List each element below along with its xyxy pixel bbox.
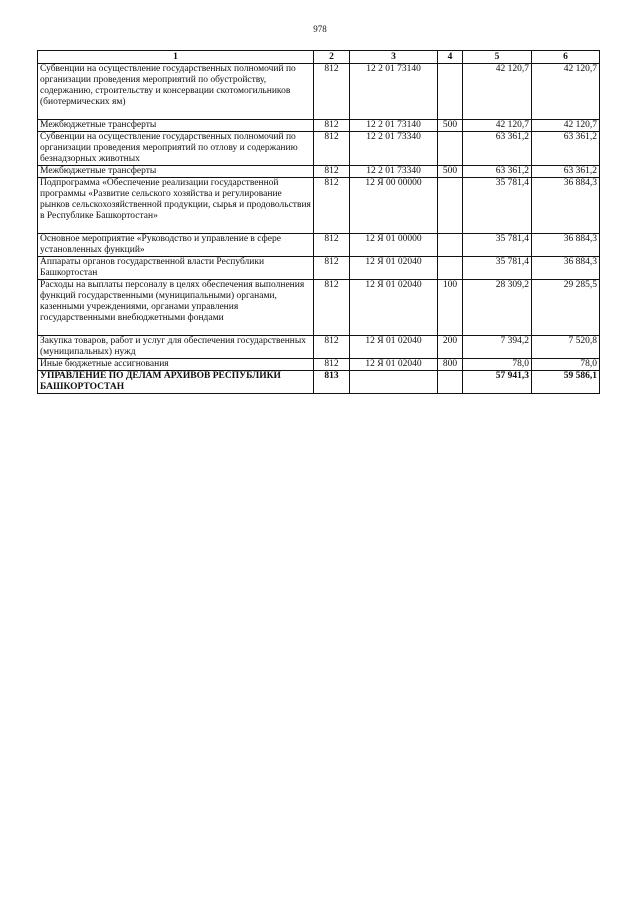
cell-vr: 100	[438, 280, 463, 336]
cell-vr: 500	[438, 120, 463, 132]
cell-sum-2024: 57 941,3	[463, 371, 532, 394]
table-row	[38, 132, 600, 166]
cell-grbs: 812	[314, 257, 350, 280]
cell-vr: 800	[438, 359, 463, 371]
cell-sum-2025: 63 361,2	[532, 166, 600, 178]
cell-name: Основное мероприятие «Руководство и управление в сфере установленных функций»	[38, 234, 314, 257]
cell-csr: 12 2 01 73340	[350, 132, 438, 166]
cell-grbs: 812	[314, 359, 350, 371]
cell-csr	[350, 371, 438, 394]
budget-table	[37, 50, 600, 394]
cell-grbs: 812	[314, 280, 350, 336]
cell-csr: 12 2 01 73340	[350, 166, 438, 178]
cell-name: Подпрограмма «Обеспечение реализации государственной программы «Развитие сельского хозяйства и регулирование рынков сельскохозяйственной продукции, сырья и продовольствия в Республике Башкортостан»	[38, 178, 314, 234]
table-row	[38, 336, 600, 359]
cell-name: Субвенции на осуществление государственных полномочий по организации проведения мероприятий по отлову и содержанию безнадзорных животных	[38, 132, 314, 166]
cell-grbs: 812	[314, 120, 350, 132]
cell-name: УПРАВЛЕНИЕ ПО ДЕЛАМ АРХИВОВ РЕСПУБЛИКИ БАШКОРТОСТАН	[38, 371, 314, 394]
table-body	[38, 64, 600, 394]
col-header-3: 3	[350, 51, 438, 64]
cell-grbs: 812	[314, 234, 350, 257]
cell-sum-2025: 78,0	[532, 359, 600, 371]
cell-sum-2025: 42 120,7	[532, 120, 600, 132]
cell-sum-2024: 28 309,2	[463, 280, 532, 336]
cell-csr: 12 Я 01 02040	[350, 257, 438, 280]
table-row	[38, 234, 600, 257]
table-row	[38, 178, 600, 234]
cell-sum-2025: 7 520,8	[532, 336, 600, 359]
cell-csr: 12 Я 01 00000	[350, 234, 438, 257]
cell-csr: 12 Я 01 02040	[350, 336, 438, 359]
cell-name: Межбюджетные трансферты	[38, 166, 314, 178]
cell-csr: 12 Я 01 02040	[350, 280, 438, 336]
table-row	[38, 359, 600, 371]
cell-vr	[438, 64, 463, 120]
header-row	[38, 51, 600, 64]
cell-sum-2024: 35 781,4	[463, 178, 532, 234]
cell-vr: 500	[438, 166, 463, 178]
table-row	[38, 257, 600, 280]
cell-sum-2025: 29 285,5	[532, 280, 600, 336]
cell-grbs: 812	[314, 64, 350, 120]
cell-csr: 12 Я 01 02040	[350, 359, 438, 371]
cell-vr	[438, 178, 463, 234]
cell-name: Аппараты органов государственной власти Республики Башкортостан	[38, 257, 314, 280]
cell-csr: 12 Я 00 00000	[350, 178, 438, 234]
col-header-1: 1	[38, 51, 314, 64]
table-row	[38, 166, 600, 178]
cell-vr	[438, 234, 463, 257]
col-header-4: 4	[438, 51, 463, 64]
cell-name: Закупка товаров, работ и услуг для обеспечения государственных (муниципальных) нужд	[38, 336, 314, 359]
cell-name: Субвенции на осуществление государственных полномочий по организации проведения мероприятий по обустройству, содержанию, строительству и консервации скотомогильников (биотермических ям)	[38, 64, 314, 120]
cell-grbs: 812	[314, 336, 350, 359]
cell-csr: 12 2 01 73140	[350, 120, 438, 132]
cell-name: Расходы на выплаты персоналу в целях обеспечения выполнения функций государственными (муниципальными) органами, казенными учреждениями, органами управления государственными внебюджетными фондами	[38, 280, 314, 336]
cell-grbs: 812	[314, 178, 350, 234]
cell-sum-2024: 42 120,7	[463, 64, 532, 120]
cell-sum-2025: 63 361,2	[532, 132, 600, 166]
col-header-5: 5	[463, 51, 532, 64]
table-row	[38, 120, 600, 132]
cell-csr: 12 2 01 73140	[350, 64, 438, 120]
cell-sum-2024: 63 361,2	[463, 166, 532, 178]
table-row	[38, 280, 600, 336]
cell-vr	[438, 132, 463, 166]
col-header-6: 6	[532, 51, 600, 64]
cell-sum-2024: 35 781,4	[463, 234, 532, 257]
cell-vr: 200	[438, 336, 463, 359]
cell-grbs: 812	[314, 166, 350, 178]
cell-sum-2024: 35 781,4	[463, 257, 532, 280]
page-number: 978	[313, 24, 327, 34]
cell-sum-2024: 42 120,7	[463, 120, 532, 132]
table-row-total	[38, 371, 600, 394]
cell-name: Межбюджетные трансферты	[38, 120, 314, 132]
cell-grbs: 813	[314, 371, 350, 394]
cell-sum-2024: 7 394,2	[463, 336, 532, 359]
table-row	[38, 64, 600, 120]
cell-name: Иные бюджетные ассигнования	[38, 359, 314, 371]
cell-vr	[438, 371, 463, 394]
cell-sum-2025: 36 884,3	[532, 234, 600, 257]
cell-sum-2025: 59 586,1	[532, 371, 600, 394]
cell-vr	[438, 257, 463, 280]
cell-sum-2025: 42 120,7	[532, 64, 600, 120]
col-header-2: 2	[314, 51, 350, 64]
cell-sum-2024: 63 361,2	[463, 132, 532, 166]
cell-sum-2025: 36 884,3	[532, 178, 600, 234]
cell-grbs: 812	[314, 132, 350, 166]
cell-sum-2025: 36 884,3	[532, 257, 600, 280]
cell-sum-2024: 78,0	[463, 359, 532, 371]
